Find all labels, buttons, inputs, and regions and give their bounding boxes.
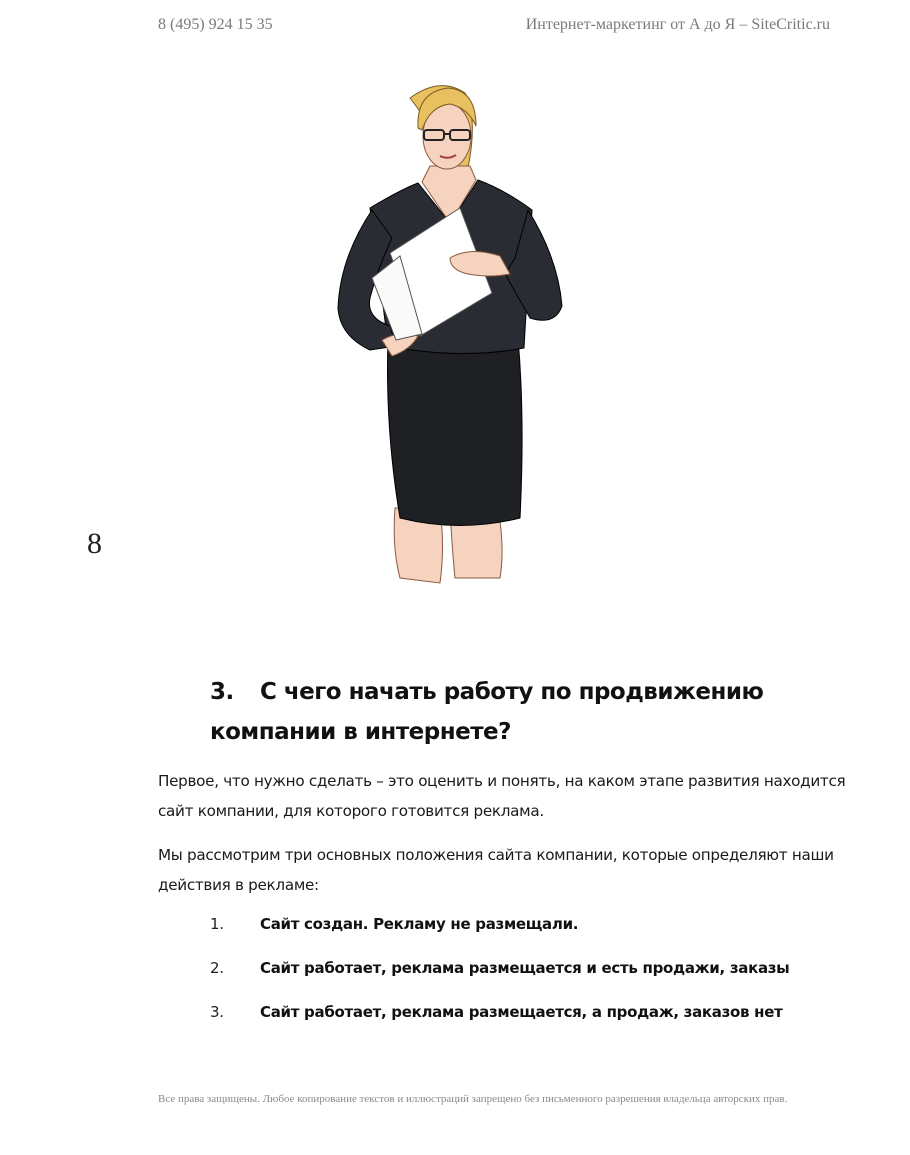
header-phone: 8 (495) 924 15 35 [158,16,273,33]
list-item-text: Сайт работает, реклама размещается и есть продажи, заказы [260,959,790,977]
list-item-text: Сайт создан. Рекламу не размещали. [260,915,579,933]
section-title-line2: компании в интернете? [210,719,511,745]
list-item-text: Сайт работает, реклама размещается, а продаж, заказов нет [260,1003,783,1021]
section-number: 3. [210,679,234,705]
list-item [210,906,870,950]
list-item-number: 2. [210,959,224,977]
businesswoman-illustration [300,78,600,588]
page-number: 8 [87,527,102,560]
site-positions-list [210,906,870,1038]
skirt [388,338,523,526]
paragraph-intro: Первое, что нужно сделать – это оценить и понять, на каком этапе развития находится сайт компании, для которого готовится реклама. [158,772,846,820]
list-item-number: 3. [210,1003,224,1021]
list-item [210,950,870,994]
section-title-line1: С чего начать работу по продвижению [260,679,764,705]
header-site-title: Интернет-маркетинг от А до Я – SiteCritic.ru [525,16,830,33]
paragraph-positions: Мы рассмотрим три основных положения сайта компании, которые определяют наши действия в рекламе: [158,846,834,894]
copyright-footer: Все права защищены. Любое копирование текстов и иллюстраций запрещено без письменного разрешения владельца авторских прав. [158,1093,788,1105]
list-item-number: 1. [210,915,224,933]
list-item [210,994,870,1038]
section-title [210,672,830,752]
